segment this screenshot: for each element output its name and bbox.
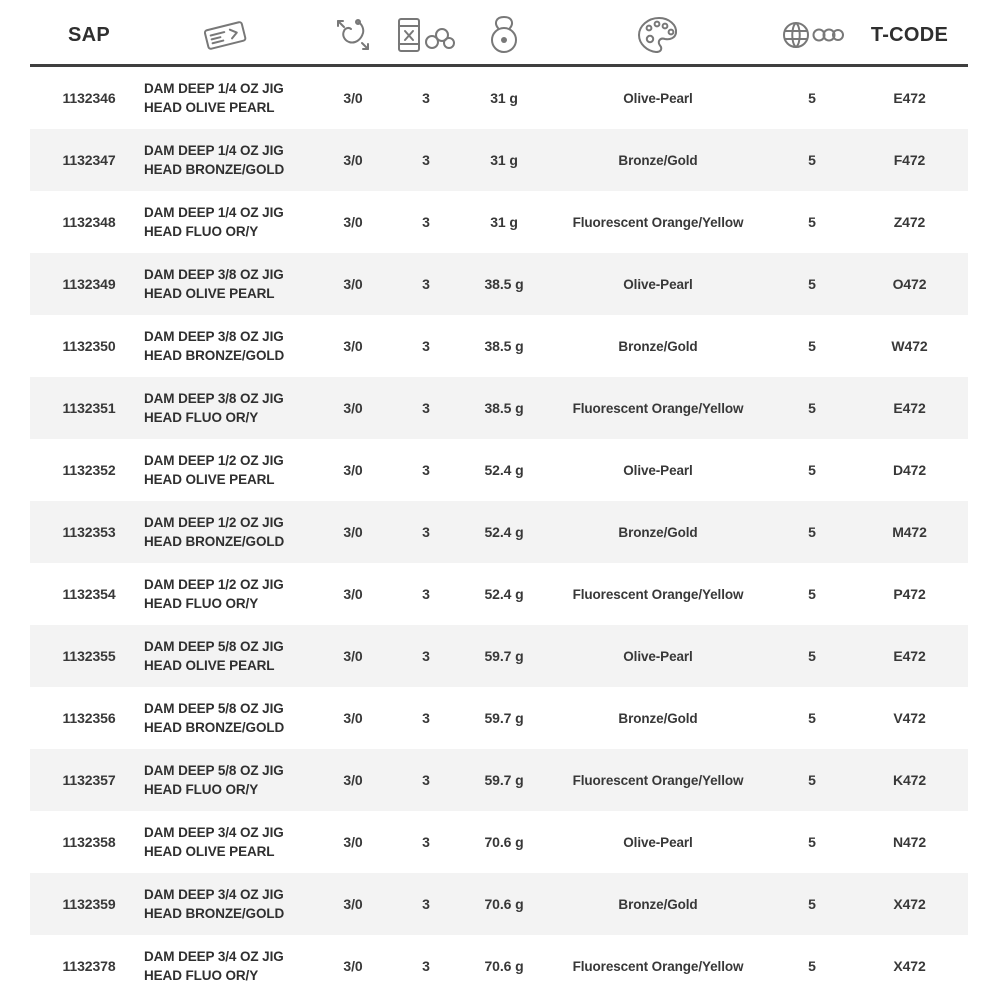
- product-name-line2: HEAD FLUO OR/Y: [144, 782, 259, 797]
- weight-value: 31 g: [490, 152, 518, 168]
- sap-number: 1132355: [62, 648, 116, 664]
- sap-number: 1132359: [62, 896, 116, 912]
- product-spec-table: [30, 6, 968, 997]
- sap-number: 1132351: [62, 400, 116, 416]
- product-name: [134, 513, 316, 551]
- product-name-line2: HEAD BRONZE/GOLD: [144, 162, 285, 177]
- weight-value: 52.4 g: [484, 524, 524, 540]
- sales-unit-value: 5: [808, 276, 816, 292]
- product-name-line2: HEAD BRONZE/GOLD: [144, 348, 285, 363]
- product-name: [134, 761, 316, 799]
- sap-number: 1132348: [62, 214, 116, 230]
- sap-number: 1132354: [62, 586, 116, 602]
- product-name: [134, 79, 316, 117]
- product-tag-icon: [198, 15, 252, 55]
- table-row: [30, 315, 968, 377]
- product-name-line2: HEAD OLIVE PEARL: [144, 472, 275, 487]
- weight-value: 52.4 g: [484, 586, 524, 602]
- product-name-line1: DAM DEEP 1/4 OZ JIG: [144, 81, 284, 96]
- weight-value: 59.7 g: [484, 648, 524, 664]
- pack-quantity-icon: [396, 15, 456, 55]
- weight-value: 70.6 g: [484, 896, 524, 912]
- column-header-pack-quantity: [390, 15, 462, 55]
- tcode-value: V472: [893, 710, 926, 726]
- color-value: Bronze/Gold: [618, 896, 698, 912]
- sales-unit-value: 5: [808, 90, 816, 106]
- color-value: Olive-Pearl: [623, 276, 693, 292]
- hook-size-value: 3/0: [343, 90, 363, 106]
- pack-quantity-value: 3: [422, 710, 430, 726]
- color-value: Fluorescent Orange/Yellow: [572, 400, 744, 416]
- tcode-value: K472: [892, 772, 927, 788]
- sales-unit-value: 5: [808, 710, 816, 726]
- weight-value: 38.5 g: [484, 338, 524, 354]
- product-name-line1: DAM DEEP 1/4 OZ JIG: [144, 205, 284, 220]
- column-header-product: [134, 15, 316, 55]
- table-row: [30, 811, 968, 873]
- color-value: Fluorescent Orange/Yellow: [572, 586, 744, 602]
- sales-unit-value: 5: [808, 958, 816, 974]
- product-name-line1: DAM DEEP 3/8 OZ JIG: [144, 267, 284, 282]
- table-row: [30, 129, 968, 191]
- hook-size-value: 3/0: [343, 586, 363, 602]
- column-header-hook-size: [316, 14, 390, 56]
- color-value: Bronze/Gold: [618, 338, 698, 354]
- tcode-value: E472: [893, 90, 926, 106]
- product-name-line2: HEAD BRONZE/GOLD: [144, 720, 285, 735]
- sap-number: 1132358: [62, 834, 116, 850]
- column-header-sap: SAP: [67, 23, 111, 46]
- sales-unit-value: 5: [808, 338, 816, 354]
- pack-quantity-value: 3: [422, 338, 430, 354]
- sap-number: 1132347: [62, 152, 116, 168]
- product-name: [134, 947, 316, 985]
- sales-unit-value: 5: [808, 462, 816, 478]
- product-name-line2: HEAD OLIVE PEARL: [144, 100, 275, 115]
- product-name-line2: HEAD OLIVE PEARL: [144, 844, 275, 859]
- product-name-line1: DAM DEEP 1/2 OZ JIG: [144, 577, 284, 592]
- column-header-tcode: T-CODE: [870, 23, 949, 46]
- product-name-line1: DAM DEEP 3/4 OZ JIG: [144, 825, 284, 840]
- sales-unit-icon: [780, 16, 844, 54]
- hook-size-icon: [331, 14, 375, 56]
- sales-unit-value: 5: [808, 834, 816, 850]
- product-name-line1: DAM DEEP 3/8 OZ JIG: [144, 329, 284, 344]
- pack-quantity-value: 3: [422, 772, 430, 788]
- tcode-value: X472: [893, 958, 926, 974]
- pack-quantity-value: 3: [422, 400, 430, 416]
- product-name: [134, 885, 316, 923]
- weight-icon: [486, 13, 522, 57]
- color-value: Olive-Pearl: [623, 462, 693, 478]
- weight-value: 52.4 g: [484, 462, 524, 478]
- sales-unit-value: 5: [808, 772, 816, 788]
- table-row: [30, 253, 968, 315]
- weight-value: 70.6 g: [484, 834, 524, 850]
- hook-size-value: 3/0: [343, 276, 363, 292]
- tcode-value: E472: [893, 400, 926, 416]
- hook-size-value: 3/0: [343, 524, 363, 540]
- product-name-line1: DAM DEEP 5/8 OZ JIG: [144, 763, 284, 778]
- pack-quantity-value: 3: [422, 152, 430, 168]
- tcode-value: Z472: [893, 214, 926, 230]
- color-value: Olive-Pearl: [623, 834, 693, 850]
- sap-number: 1132353: [62, 524, 116, 540]
- table-row: [30, 191, 968, 253]
- table-row: [30, 439, 968, 501]
- table-row: [30, 377, 968, 439]
- sales-unit-value: 5: [808, 524, 816, 540]
- pack-quantity-value: 3: [422, 958, 430, 974]
- table-row: [30, 501, 968, 563]
- table-row: [30, 687, 968, 749]
- pack-quantity-value: 3: [422, 648, 430, 664]
- color-value: Olive-Pearl: [623, 648, 693, 664]
- product-name-line2: HEAD FLUO OR/Y: [144, 410, 259, 425]
- product-name-line1: DAM DEEP 1/2 OZ JIG: [144, 453, 284, 468]
- hook-size-value: 3/0: [343, 400, 363, 416]
- column-header-weight: [462, 13, 546, 57]
- tcode-value: X472: [893, 896, 926, 912]
- table-row: [30, 67, 968, 129]
- color-value: Bronze/Gold: [618, 152, 698, 168]
- tcode-value: P472: [893, 586, 926, 602]
- product-name-line1: DAM DEEP 3/4 OZ JIG: [144, 887, 284, 902]
- hook-size-value: 3/0: [343, 214, 363, 230]
- pack-quantity-value: 3: [422, 90, 430, 106]
- pack-quantity-value: 3: [422, 834, 430, 850]
- product-name-line2: HEAD FLUO OR/Y: [144, 968, 259, 983]
- hook-size-value: 3/0: [343, 648, 363, 664]
- pack-quantity-value: 3: [422, 214, 430, 230]
- weight-value: 31 g: [490, 214, 518, 230]
- product-name: [134, 389, 316, 427]
- product-name-line1: DAM DEEP 1/2 OZ JIG: [144, 515, 284, 530]
- product-name-line2: HEAD BRONZE/GOLD: [144, 534, 285, 549]
- weight-value: 70.6 g: [484, 958, 524, 974]
- weight-value: 59.7 g: [484, 772, 524, 788]
- pack-quantity-value: 3: [422, 276, 430, 292]
- sap-number: 1132356: [62, 710, 116, 726]
- product-name: [134, 203, 316, 241]
- tcode-value: W472: [891, 338, 928, 354]
- hook-size-value: 3/0: [343, 338, 363, 354]
- product-name-line1: DAM DEEP 3/4 OZ JIG: [144, 949, 284, 964]
- tcode-value: O472: [892, 276, 927, 292]
- product-name: [134, 451, 316, 489]
- sap-number: 1132350: [62, 338, 116, 354]
- table-row: [30, 625, 968, 687]
- sap-number: 1132378: [62, 958, 116, 974]
- color-value: Bronze/Gold: [618, 524, 698, 540]
- sap-number: 1132352: [62, 462, 116, 478]
- product-name: [134, 823, 316, 861]
- tcode-value: M472: [892, 524, 927, 540]
- sap-number: 1132349: [62, 276, 116, 292]
- product-name: [134, 637, 316, 675]
- product-name-line2: HEAD OLIVE PEARL: [144, 286, 275, 301]
- sap-number: 1132346: [62, 90, 116, 106]
- tcode-value: D472: [892, 462, 927, 478]
- weight-value: 38.5 g: [484, 276, 524, 292]
- weight-value: 38.5 g: [484, 400, 524, 416]
- color-value: Fluorescent Orange/Yellow: [572, 772, 744, 788]
- table-header: [30, 6, 968, 67]
- hook-size-value: 3/0: [343, 958, 363, 974]
- pack-quantity-value: 3: [422, 896, 430, 912]
- tcode-value: N472: [892, 834, 927, 850]
- product-name-line2: HEAD FLUO OR/Y: [144, 596, 259, 611]
- hook-size-value: 3/0: [343, 462, 363, 478]
- product-name-line1: DAM DEEP 5/8 OZ JIG: [144, 701, 284, 716]
- sap-number: 1132357: [62, 772, 116, 788]
- sales-unit-value: 5: [808, 214, 816, 230]
- hook-size-value: 3/0: [343, 834, 363, 850]
- table-row: [30, 563, 968, 625]
- product-name-line2: HEAD FLUO OR/Y: [144, 224, 259, 239]
- product-name-line2: HEAD OLIVE PEARL: [144, 658, 275, 673]
- weight-value: 59.7 g: [484, 710, 524, 726]
- pack-quantity-value: 3: [422, 462, 430, 478]
- color-value: Olive-Pearl: [623, 90, 693, 106]
- sales-unit-value: 5: [808, 586, 816, 602]
- weight-value: 31 g: [490, 90, 518, 106]
- hook-size-value: 3/0: [343, 710, 363, 726]
- hook-size-value: 3/0: [343, 152, 363, 168]
- product-name-line1: DAM DEEP 1/4 OZ JIG: [144, 143, 284, 158]
- color-value: Bronze/Gold: [618, 710, 698, 726]
- tcode-value: E472: [893, 648, 926, 664]
- product-name: [134, 699, 316, 737]
- product-name-line2: HEAD BRONZE/GOLD: [144, 906, 285, 921]
- table-body: [30, 67, 968, 997]
- product-name-line1: DAM DEEP 3/8 OZ JIG: [144, 391, 284, 406]
- color-value: Fluorescent Orange/Yellow: [572, 958, 744, 974]
- sales-unit-value: 5: [808, 400, 816, 416]
- pack-quantity-value: 3: [422, 586, 430, 602]
- product-name: [134, 327, 316, 365]
- product-name: [134, 265, 316, 303]
- table-row: [30, 935, 968, 997]
- pack-quantity-value: 3: [422, 524, 430, 540]
- product-name: [134, 575, 316, 613]
- sales-unit-value: 5: [808, 648, 816, 664]
- hook-size-value: 3/0: [343, 772, 363, 788]
- sales-unit-value: 5: [808, 152, 816, 168]
- column-header-color: [546, 14, 770, 56]
- product-name: [134, 141, 316, 179]
- table-row: [30, 749, 968, 811]
- column-header-sales-unit: [770, 16, 854, 54]
- product-name-line1: DAM DEEP 5/8 OZ JIG: [144, 639, 284, 654]
- hook-size-value: 3/0: [343, 896, 363, 912]
- sales-unit-value: 5: [808, 896, 816, 912]
- tcode-value: F472: [893, 152, 926, 168]
- color-palette-icon: [634, 14, 682, 56]
- color-value: Fluorescent Orange/Yellow: [572, 214, 744, 230]
- table-row: [30, 873, 968, 935]
